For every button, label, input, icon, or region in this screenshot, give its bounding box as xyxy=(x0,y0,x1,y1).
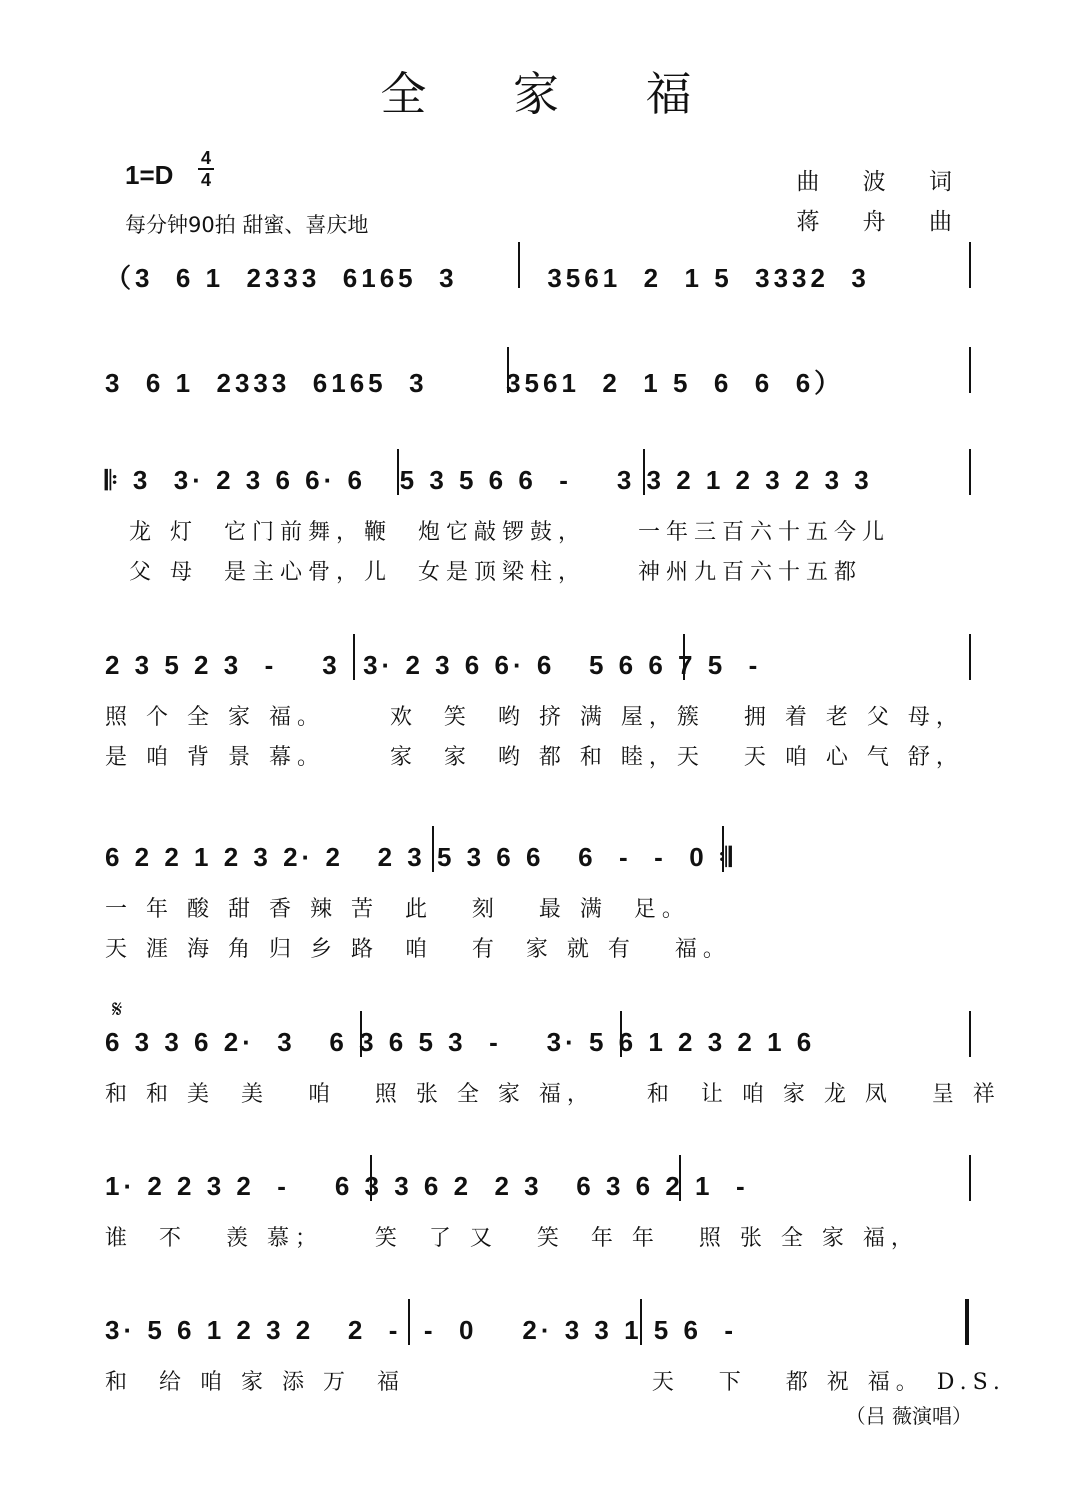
barline xyxy=(969,347,971,393)
barline xyxy=(432,826,434,872)
barline xyxy=(683,634,685,680)
barline xyxy=(518,242,520,288)
time-signature-bottom: 4 xyxy=(200,170,211,190)
notation-line: 6 2 2 1 2 3 2· 2 2 3 5 3 6 6 6 - - 0 𝄇 xyxy=(105,842,736,872)
barline xyxy=(969,242,971,288)
time-signature-top: 4 xyxy=(200,148,211,168)
notation-line: 3· 5 6 1 2 3 2 2 - - 0 2· 3 3 1 5 6 - xyxy=(105,1315,738,1345)
barline xyxy=(397,449,399,495)
tempo-marking: 每分钟90拍 甜蜜、喜庆地 xyxy=(125,213,369,237)
barline xyxy=(353,634,355,680)
notation-line: 2 3 5 2 3 - 3 3· 2 3 6 6· 6 5 6 6 7 5 - xyxy=(105,650,762,680)
barline xyxy=(969,449,971,495)
barline xyxy=(640,1299,642,1345)
final-barline xyxy=(965,1299,969,1345)
barline xyxy=(507,347,509,393)
time-signature xyxy=(198,148,214,190)
barline xyxy=(722,826,724,872)
lyricist-credit: 曲 波 词 xyxy=(796,169,970,195)
notation-line: 1· 2 2 3 2 - 6 3 3 6 2 2 3 6 3 6 2 1 - xyxy=(105,1171,749,1201)
barline xyxy=(969,1155,971,1201)
notation-line: 3 6 1 2333 6165 3 3561 2 1 5 6 6 6） xyxy=(105,368,845,398)
lyric-verse-2: 是 咱 背 景 幕。 家 家 哟 都 和 睦，天 天 咱 心 气 舒， xyxy=(105,745,964,770)
lyric-verse-2: 父 母 是主心骨，儿 女是顶梁柱， 神州九百六十五都 xyxy=(129,560,862,585)
barline xyxy=(969,634,971,680)
barline xyxy=(360,1011,362,1057)
lyric-verse-1: 一 年 酸 甜 香 辣 苦 此 刻 最 满 足。 xyxy=(105,897,690,922)
lyric-verse-2: 天 涯 海 角 归 乡 路 咱 有 家 就 有 福。 xyxy=(105,937,731,962)
lyric-verse-1: 照 个 全 家 福。 欢 笑 哟 挤 满 屋，簇 拥 着 老 父 母， xyxy=(105,705,964,730)
notation-line: 𝄆 3 3· 2 3 6 6· 6 5 3 5 6 6 - 3 3 2 1 2 3 2 3 3 xyxy=(105,465,873,495)
lyric-verse-1: 和 和 美 美 咱 照 张 全 家 福， 和 让 咱 家 龙 凤 呈 祥 xyxy=(105,1082,1001,1107)
notation-line: （3 6 1 2333 6165 3 3561 2 1 5 3332 3 xyxy=(105,263,870,293)
key-signature: 1=D xyxy=(125,160,174,190)
lyric-verse-1: 谁 不 羡 慕； 笑 了 又 笑 年 年 照 张 全 家 福， xyxy=(105,1226,919,1251)
composer-credit: 蒋 舟 曲 xyxy=(796,209,970,235)
lyric-verse-1: 龙 灯 它门前舞，鞭 炮它敲锣鼓， 一年三百六十五今儿 xyxy=(129,520,890,545)
barline xyxy=(969,1011,971,1057)
barline xyxy=(679,1155,681,1201)
segno-sign: 𝄋 xyxy=(112,995,123,1023)
barline xyxy=(370,1155,372,1201)
lyric-verse-1: 和 给 咱 家 添 万 福 天 下 都 祝 福。 D.S. xyxy=(105,1370,1006,1395)
barline xyxy=(620,1011,622,1057)
song-title: 全 家 福 xyxy=(380,67,728,121)
barline xyxy=(643,449,645,495)
notation-line: 6 3 3 6 2· 3 6 3 6 5 3 - 3· 5 6 1 2 3 2 1 6 xyxy=(105,1027,816,1057)
singer-credit: （吕 薇演唱） xyxy=(845,1404,972,1428)
barline xyxy=(408,1299,410,1345)
